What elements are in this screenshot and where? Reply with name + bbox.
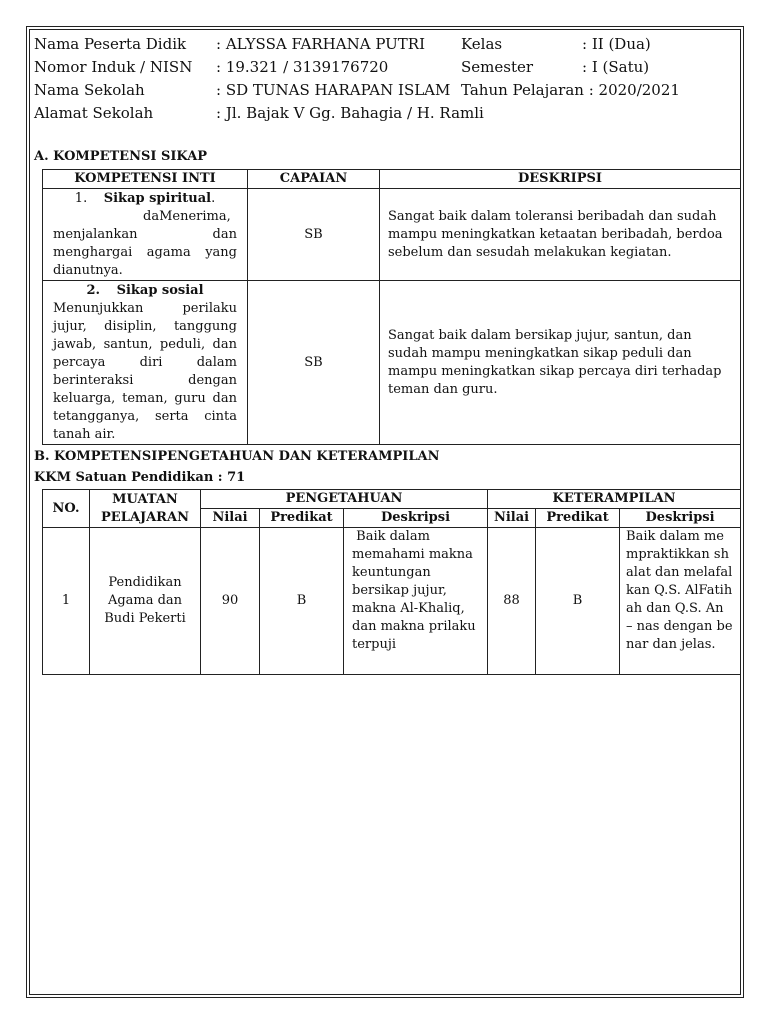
kompetensi-cell: 1. Sikap spiritual. daMenerima, menjalankan dan menghargai agama yang dianutnya. [43, 189, 248, 281]
kompetensi-number: 2. [86, 283, 101, 298]
row-k-deskripsi: Baik dalam mempraktikkan shalat dan melafalkan Q.S. AlFatihah dan Q.S. An – nas dengan benar dan jelas. [620, 528, 741, 675]
student-name-label: Nama Peserta Didik [34, 35, 187, 53]
capaian-cell: SB [248, 281, 380, 445]
row-p-nilai: 90 [201, 528, 260, 675]
col-p-predikat: Predikat [260, 509, 344, 528]
row-p-predikat: B [260, 528, 344, 675]
school-label: Nama Sekolah [34, 81, 145, 99]
row-k-predikat: B [536, 528, 620, 675]
table-row [43, 528, 741, 675]
col-kompetensi-inti: KOMPETENSI INTI [43, 170, 248, 189]
nisn-label: Nomor Induk / NISN [34, 58, 193, 76]
address-value: : Jl. Bajak V Gg. Bahagia / H. Ramli [216, 104, 484, 122]
student-name-value: : ALYSSA FARHANA PUTRI [216, 35, 426, 53]
capaian-cell: SB [248, 189, 380, 281]
section-b-title: B. KOMPETENSIPENGETAHUAN DAN KETERAMPILAN [34, 449, 440, 464]
kompetensi-cell [43, 281, 248, 445]
deskripsi-cell: Sangat baik dalam bersikap jujur, santun, dan sudah mampu meningkatkan sikap peduli dan mampu meningkatkan sikap percaya diri terhadap teman dan guru. [380, 281, 741, 445]
grades-table [42, 489, 741, 675]
col-k-predikat: Predikat [536, 509, 620, 528]
nisn-value: : 19.321 / 3139176720 [216, 58, 389, 76]
attitude-table [42, 169, 741, 445]
col-k-nilai: Nilai [488, 509, 536, 528]
row-p-deskripsi: Baik dalam memahami makna keuntungan bersikap jujur, makna Al-Khaliq, dan makna prilaku terpuji [344, 528, 488, 675]
col-p-nilai: Nilai [201, 509, 260, 528]
kompetensi-number: 1. [74, 191, 88, 206]
row-k-nilai: 88 [488, 528, 536, 675]
col-deskripsi: DESKRIPSI [380, 170, 741, 189]
row-muatan: Pendidikan Agama dan Budi Pekerti [90, 528, 201, 675]
col-pengetahuan: PENGETAHUAN [201, 490, 488, 509]
table-row [43, 189, 741, 281]
col-capaian: CAPAIAN [248, 170, 380, 189]
kompetensi-text: Menunjukkan perilaku jujur, disiplin, tanggung jawab, santun, peduli, dan percaya diri dalam berinteraksi dengan keluarga, teman, guru dan tetangganya, serta cinta tanah air. [53, 301, 237, 442]
class-value: : II (Dua) [582, 35, 651, 53]
semester-value: : I (Satu) [582, 58, 650, 76]
school-value: : SD TUNAS HARAPAN ISLAM [216, 81, 451, 99]
kkm-label: KKM Satuan Pendidikan : 71 [34, 470, 246, 485]
section-a-title: A. KOMPETENSI SIKAP [34, 149, 208, 164]
kompetensi-name: Sikap sosial [116, 283, 204, 298]
table-row [43, 281, 741, 445]
col-muatan: MUATAN PELAJARAN [90, 490, 201, 528]
row-no: 1 [43, 528, 90, 675]
semester-label: Semester [461, 58, 534, 76]
col-no: NO. [43, 490, 90, 528]
class-label: Kelas [461, 35, 503, 53]
grades-header-row [43, 490, 741, 509]
address-label: Alamat Sekolah [34, 104, 154, 122]
academic-year: Tahun Pelajaran : 2020/2021 [461, 81, 680, 99]
deskripsi-cell: Sangat baik dalam toleransi beribadah dan sudah mampu meningkatkan ketaatan beribadah, berdoa sebelum dan sesudah melakukan kegiatan. [380, 189, 741, 281]
attitude-header-row [43, 170, 741, 189]
kompetensi-name: Sikap spiritual [103, 191, 212, 206]
col-keterampilan: KETERAMPILAN [488, 490, 741, 509]
col-k-deskripsi: Deskripsi [620, 509, 741, 528]
col-p-deskripsi: Deskripsi [344, 509, 488, 528]
